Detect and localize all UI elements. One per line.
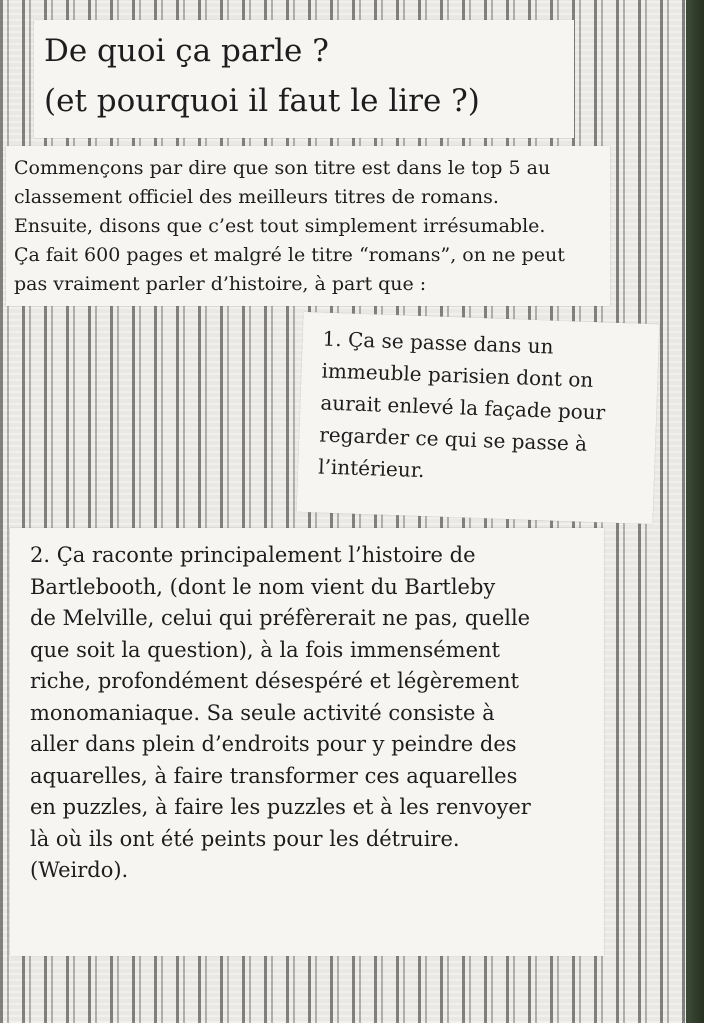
point-2-line: que soit la question), à la fois immensément: [30, 637, 500, 662]
background-surface: [686, 0, 704, 1023]
point-2-line: là où ils ont été peints pour les détruire.: [30, 826, 460, 851]
point-2-line: aller dans plein d’endroits pour y peindre des: [30, 732, 517, 756]
intro-line: Ensuite, disons que c’est tout simplement irrésumable.: [14, 215, 546, 237]
point-2-line: aquarelles, à faire transformer ces aquarelles: [30, 763, 518, 788]
point-2-line: Bartlebooth, (dont le nom vient du Bartleby: [30, 574, 496, 599]
point-1-line: regarder ce qui se passe à: [318, 422, 588, 456]
point-1-line: l’intérieur.: [317, 454, 425, 483]
heading-line-2: (et pourquoi il faut le lire ?): [44, 83, 480, 119]
point-1-line: 1. Ça se passe dans un: [322, 326, 554, 359]
intro-line: Commençons par dire que son titre est dans le top 5 au: [14, 157, 551, 179]
point-1-line: aurait enlevé la façade pour: [320, 390, 606, 425]
intro-line: pas vraiment parler d’histoire, à part que :: [14, 273, 427, 295]
point-1-paper: [297, 312, 660, 524]
intro-line: classement officiel des meilleurs titres de romans.: [14, 186, 499, 208]
point-2-line: 2. Ça raconte principalement l’histoire de: [30, 543, 476, 567]
point-2-line: riche, profondément désespéré et légèrement: [30, 669, 519, 693]
heading-line-1: De quoi ça parle ?: [44, 33, 329, 69]
heading-paper: [34, 20, 574, 138]
intro-line: Ça fait 600 pages et malgré le titre “romans”, on ne peut: [14, 244, 565, 266]
point-2-line: (Weirdo).: [30, 858, 129, 882]
point-2-line: monomaniaque. Sa seule activité consiste à: [30, 700, 495, 725]
intro-paper: [6, 146, 610, 306]
point-1-line: immeuble parisien dont on: [321, 358, 594, 392]
point-2-line: de Melville, celui qui préfèrerait ne pas, quelle: [30, 606, 531, 630]
point-2-paper: [10, 528, 604, 956]
point-2-line: en puzzles, à faire les puzzles et à les renvoyer: [30, 795, 531, 819]
